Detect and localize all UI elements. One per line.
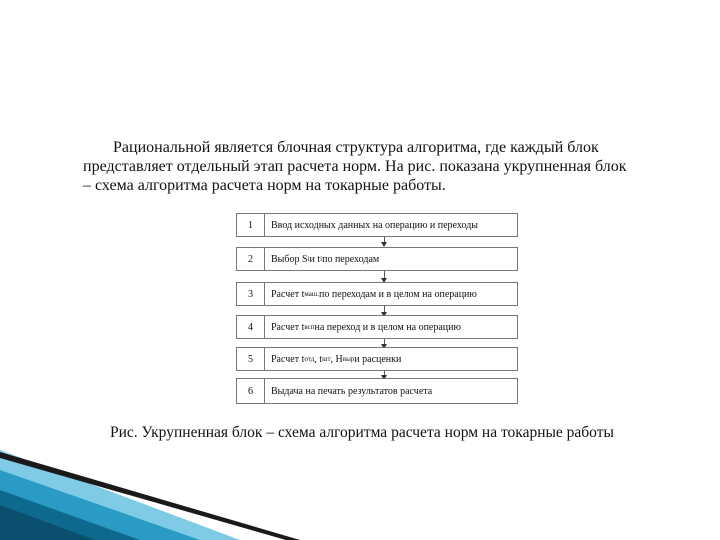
intro-paragraph bbox=[83, 138, 683, 195]
paragraph-line-1: Рациональной является блочная структура алгоритма, где каждый блок bbox=[113, 139, 599, 156]
step-text: Ввод исходных данных на операцию и переходы bbox=[271, 219, 478, 231]
step-number: 4 bbox=[237, 316, 265, 338]
step-number: 2 bbox=[237, 248, 265, 270]
step-number: 5 bbox=[237, 348, 265, 370]
paragraph-line-3: – схема алгоритма расчета норм на токарные работы. bbox=[83, 177, 446, 194]
decor-band-mid bbox=[0, 470, 200, 540]
decor-band-deep bbox=[0, 505, 95, 540]
step-text: Выбор S i и t i по переходам bbox=[271, 253, 380, 265]
decor-band-dark bbox=[0, 490, 140, 540]
flow-step-5 bbox=[236, 347, 518, 371]
step-number: 6 bbox=[237, 379, 265, 403]
flow-step-2 bbox=[236, 247, 518, 271]
flow-step-4 bbox=[236, 315, 518, 339]
flow-step-1 bbox=[236, 213, 518, 237]
flow-step-6 bbox=[236, 378, 518, 404]
decor-stripe-black bbox=[0, 452, 300, 540]
step-text: Расчет t мaш. по переходам и в целом на операцию bbox=[271, 288, 477, 300]
step-number: 3 bbox=[237, 283, 265, 305]
step-number: 1 bbox=[237, 214, 265, 236]
flow-step-3 bbox=[236, 282, 518, 306]
step-text: Расчет t отд , t шт , Н выр и расценки bbox=[271, 353, 402, 365]
figure-caption: Рис. Укрупненная блок – схема алгоритма расчета норм на токарные работы bbox=[110, 424, 614, 441]
step-text: Расчет t всп на переход и в целом на операцию bbox=[271, 321, 461, 333]
step-text: Выдача на печать результатов расчета bbox=[271, 385, 433, 397]
decor-band-light bbox=[0, 450, 240, 540]
paragraph-line-2: представляет отдельный этап расчета норм. На рис. показана укрупненная блок bbox=[83, 158, 627, 175]
